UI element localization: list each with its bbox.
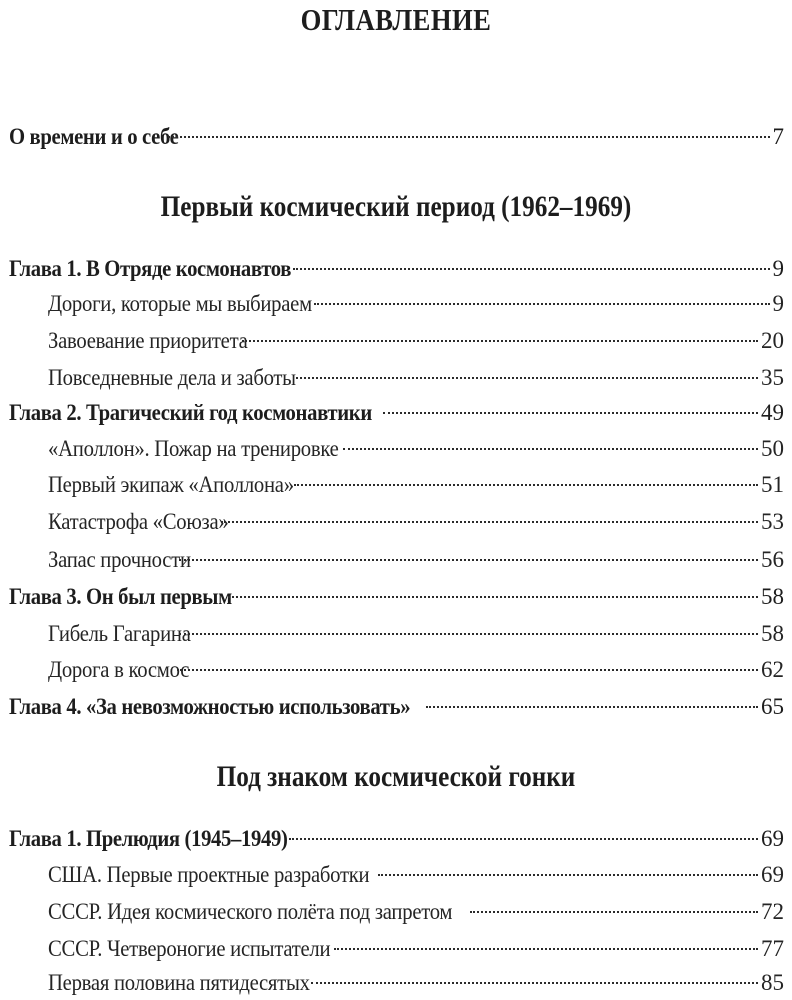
toc-page-number: 51 [761, 472, 784, 497]
toc-page-number: 53 [761, 509, 784, 534]
toc-entry-subsection [48, 324, 784, 358]
toc-page-number: 62 [761, 657, 784, 682]
toc-entry-subsection [48, 617, 784, 651]
toc-entry-intro [9, 120, 784, 154]
dot-leader [293, 268, 769, 270]
toc-entry-label: О времени и о себе [9, 124, 179, 149]
page-title: ОГЛАВЛЕНИЕ [300, 2, 492, 37]
dot-leader [179, 633, 758, 635]
toc-entry-label: Гибель Гагарина [48, 621, 191, 646]
toc-page-number: 69 [761, 826, 784, 851]
dot-leader [221, 521, 758, 523]
toc-entry-label: Глава 3. Он был первым [9, 584, 232, 609]
toc-entry-label: Глава 1. Прелюдия (1945–1949) [9, 826, 288, 851]
dot-leader [294, 484, 758, 486]
toc-page-number: 56 [761, 547, 784, 572]
toc-page-number: 72 [761, 899, 784, 924]
toc-page-number: 20 [761, 328, 784, 353]
toc-entry-chapter [9, 690, 784, 724]
toc-page-number: 49 [761, 400, 784, 425]
toc-entry-label: США. Первые проектные разработки [48, 862, 370, 887]
toc-entry-subsection [48, 505, 784, 539]
toc-entry-label: «Аполлон». Пожар на тренировке [48, 436, 339, 461]
toc-entry-subsection [48, 361, 784, 395]
dot-leader [177, 669, 758, 671]
toc-page-number: 9 [772, 256, 784, 281]
dot-leader [343, 448, 758, 450]
toc-page-number: 58 [761, 584, 784, 609]
dot-leader [383, 412, 758, 414]
toc-page-number: 50 [761, 436, 784, 461]
toc-page-number: 9 [772, 291, 784, 316]
toc-entry-subsection [48, 468, 784, 502]
dot-leader [426, 706, 758, 708]
toc-entry-subsection [48, 543, 784, 577]
toc-page-number: 7 [772, 124, 784, 149]
toc-entry-subsection [48, 932, 784, 966]
toc-entry-chapter [9, 252, 784, 286]
toc-entry-label: Запас прочности [48, 547, 191, 572]
toc-entry-label: Дорога в космос [48, 657, 190, 682]
toc-entry-subsection [48, 858, 784, 892]
toc-page-number: 85 [761, 970, 784, 995]
dot-leader [179, 559, 758, 561]
toc-entry-label: СССР. Четвероногие испытатели [48, 936, 331, 961]
toc-entry-subsection [48, 966, 784, 1000]
dot-leader [168, 136, 769, 138]
toc-entry-label: Глава 1. В Отряде космонавтов [9, 256, 292, 281]
toc-entry-subsection [48, 287, 784, 321]
dot-leader [289, 838, 758, 840]
dot-leader [242, 340, 758, 342]
toc-entry-label: Повседневные дела и заботы [48, 365, 296, 390]
toc-entry-label: СССР. Идея космического полёта под запретом [48, 899, 453, 924]
toc-page-number: 77 [761, 936, 784, 961]
dot-leader [311, 982, 758, 984]
section-heading-first-period: Первый космический период (1962–1969) [160, 190, 632, 223]
toc-entry-chapter [9, 396, 784, 430]
toc-entry-label: Дороги, которые мы выбираем [48, 291, 312, 316]
dot-leader [334, 948, 758, 950]
toc-entry-subsection [48, 432, 784, 466]
dot-leader [228, 596, 758, 598]
toc-page-number: 58 [761, 621, 784, 646]
toc-entry-subsection [48, 653, 784, 687]
dot-leader [378, 874, 758, 876]
toc-entry-chapter [9, 580, 784, 614]
toc-entry-label: Глава 2. Трагический год космонавтики [9, 400, 372, 425]
toc-entry-label: Глава 4. «За невозможностью использовать» [9, 694, 411, 719]
toc-entry-label: Завоевание приоритета [48, 328, 248, 353]
toc-entry-chapter [9, 822, 784, 856]
section-heading-space-race: Под знаком космической гонки [216, 760, 576, 793]
dot-leader [470, 911, 758, 913]
toc-entry-subsection [48, 895, 784, 929]
toc-entry-label: Первая половина пятидесятых [48, 970, 310, 995]
dot-leader [296, 377, 758, 379]
dot-leader [314, 303, 770, 305]
toc-page-number: 35 [761, 365, 784, 390]
toc-entry-label: Катастрофа «Союза» [48, 509, 229, 534]
toc-page-number: 65 [761, 694, 784, 719]
toc-entry-label: Первый экипаж «Аполлона» [48, 472, 294, 497]
toc-page-number: 69 [761, 862, 784, 887]
